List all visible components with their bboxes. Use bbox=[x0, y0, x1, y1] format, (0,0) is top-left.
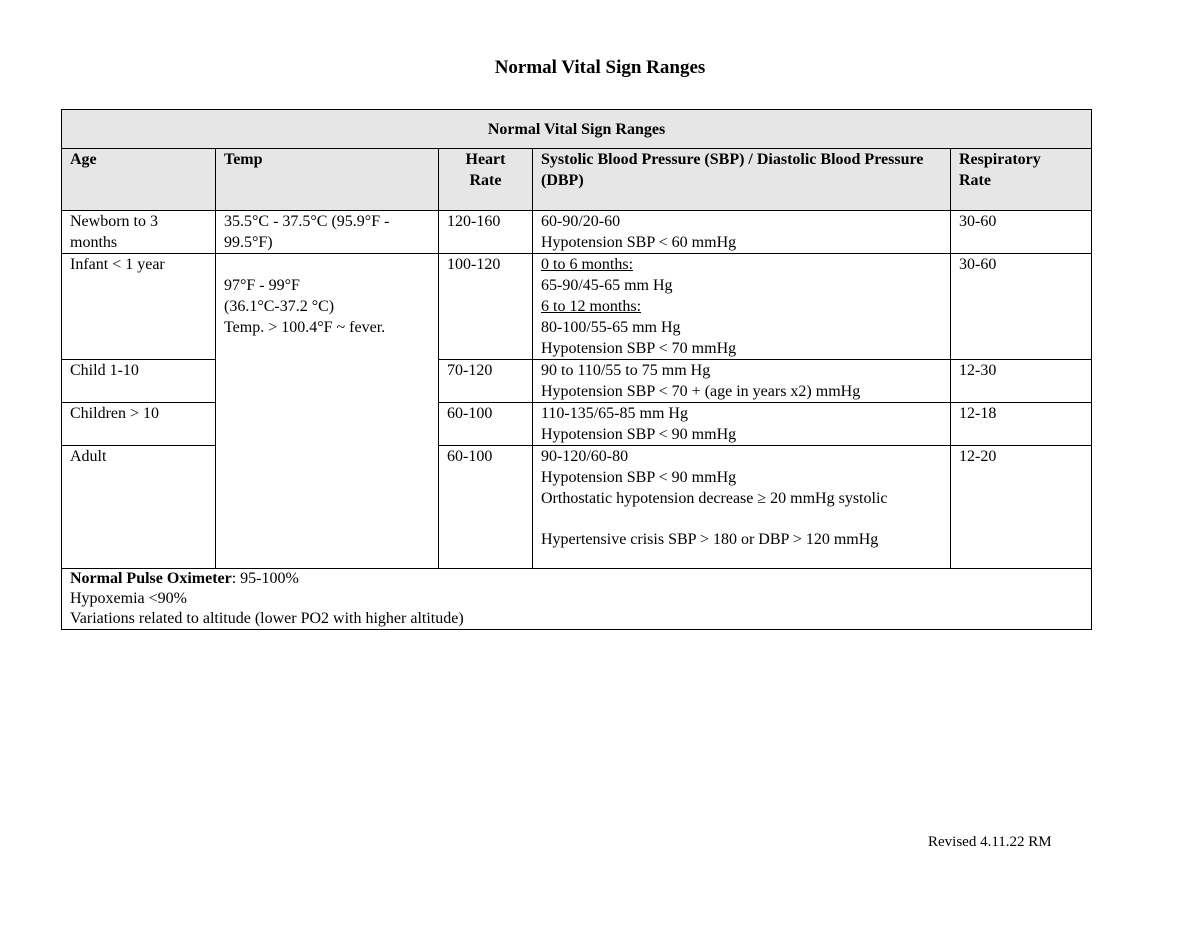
age-cell: Infant < 1 year bbox=[62, 254, 216, 360]
header-row bbox=[62, 149, 1092, 211]
blood-pressure-cell: 110-135/65-85 mm Hg Hypotension SBP < 90 mmHg bbox=[533, 403, 951, 446]
respiratory-rate-cell: 12-20 bbox=[951, 446, 1092, 569]
table-row-infant bbox=[62, 254, 1092, 360]
heart-rate-cell: 60-100 bbox=[439, 403, 533, 446]
heart-rate-cell: 70-120 bbox=[439, 360, 533, 403]
heart-rate-cell: 100-120 bbox=[439, 254, 533, 360]
age-cell: Adult bbox=[62, 446, 216, 569]
temp-cell: 35.5°C - 37.5°C (95.9°F - 99.5°F) bbox=[216, 211, 439, 254]
footer-row bbox=[62, 569, 1092, 630]
blood-pressure-cell: 0 to 6 months: 65-90/45-65 mm Hg 6 to 12 months: 80-100/55-65 mm Hg Hypotension SBP < 70 mmHg bbox=[533, 254, 951, 360]
revision-note: Revised 4.11.22 RM bbox=[928, 834, 1052, 850]
table-row-newborn bbox=[62, 211, 1092, 254]
header-heart-rate: Heart Rate bbox=[439, 149, 533, 211]
pulse-oximeter-note: Normal Pulse Oximeter: 95-100% Hypoxemia <90% Variations related to altitude (lower PO2 with higher altitude) bbox=[62, 569, 1092, 630]
age-cell: Child 1-10 bbox=[62, 360, 216, 403]
temp-merged-cell: 97°F - 99°F (36.1°C-37.2 °C) Temp. > 100.4°F ~ fever. bbox=[216, 254, 439, 569]
blood-pressure-cell: 90 to 110/55 to 75 mm Hg Hypotension SBP < 70 + (age in years x2) mmHg bbox=[533, 360, 951, 403]
table-caption: Normal Vital Sign Ranges bbox=[62, 110, 1092, 149]
page-title: Normal Vital Sign Ranges bbox=[494, 57, 706, 78]
header-respiratory-rate: Respiratory Rate bbox=[951, 149, 1092, 211]
heart-rate-cell: 120-160 bbox=[439, 211, 533, 254]
heart-rate-cell: 60-100 bbox=[439, 446, 533, 569]
header-blood-pressure: Systolic Blood Pressure (SBP) / Diastolic Blood Pressure (DBP) bbox=[533, 149, 951, 211]
blood-pressure-cell: 90-120/60-80 Hypotension SBP < 90 mmHg Orthostatic hypotension decrease ≥ 20 mmHg systolic Hypertensive crisis SBP > 180 or DBP > 120 mmHg bbox=[533, 446, 951, 569]
age-cell: Newborn to 3 months bbox=[62, 211, 216, 254]
respiratory-rate-cell: 12-18 bbox=[951, 403, 1092, 446]
header-age: Age bbox=[62, 149, 216, 211]
blood-pressure-cell: 60-90/20-60 Hypotension SBP < 60 mmHg bbox=[533, 211, 951, 254]
age-cell: Children > 10 bbox=[62, 403, 216, 446]
header-temp: Temp bbox=[216, 149, 439, 211]
respiratory-rate-cell: 12-30 bbox=[951, 360, 1092, 403]
respiratory-rate-cell: 30-60 bbox=[951, 254, 1092, 360]
respiratory-rate-cell: 30-60 bbox=[951, 211, 1092, 254]
vital-signs-table bbox=[61, 109, 1092, 630]
